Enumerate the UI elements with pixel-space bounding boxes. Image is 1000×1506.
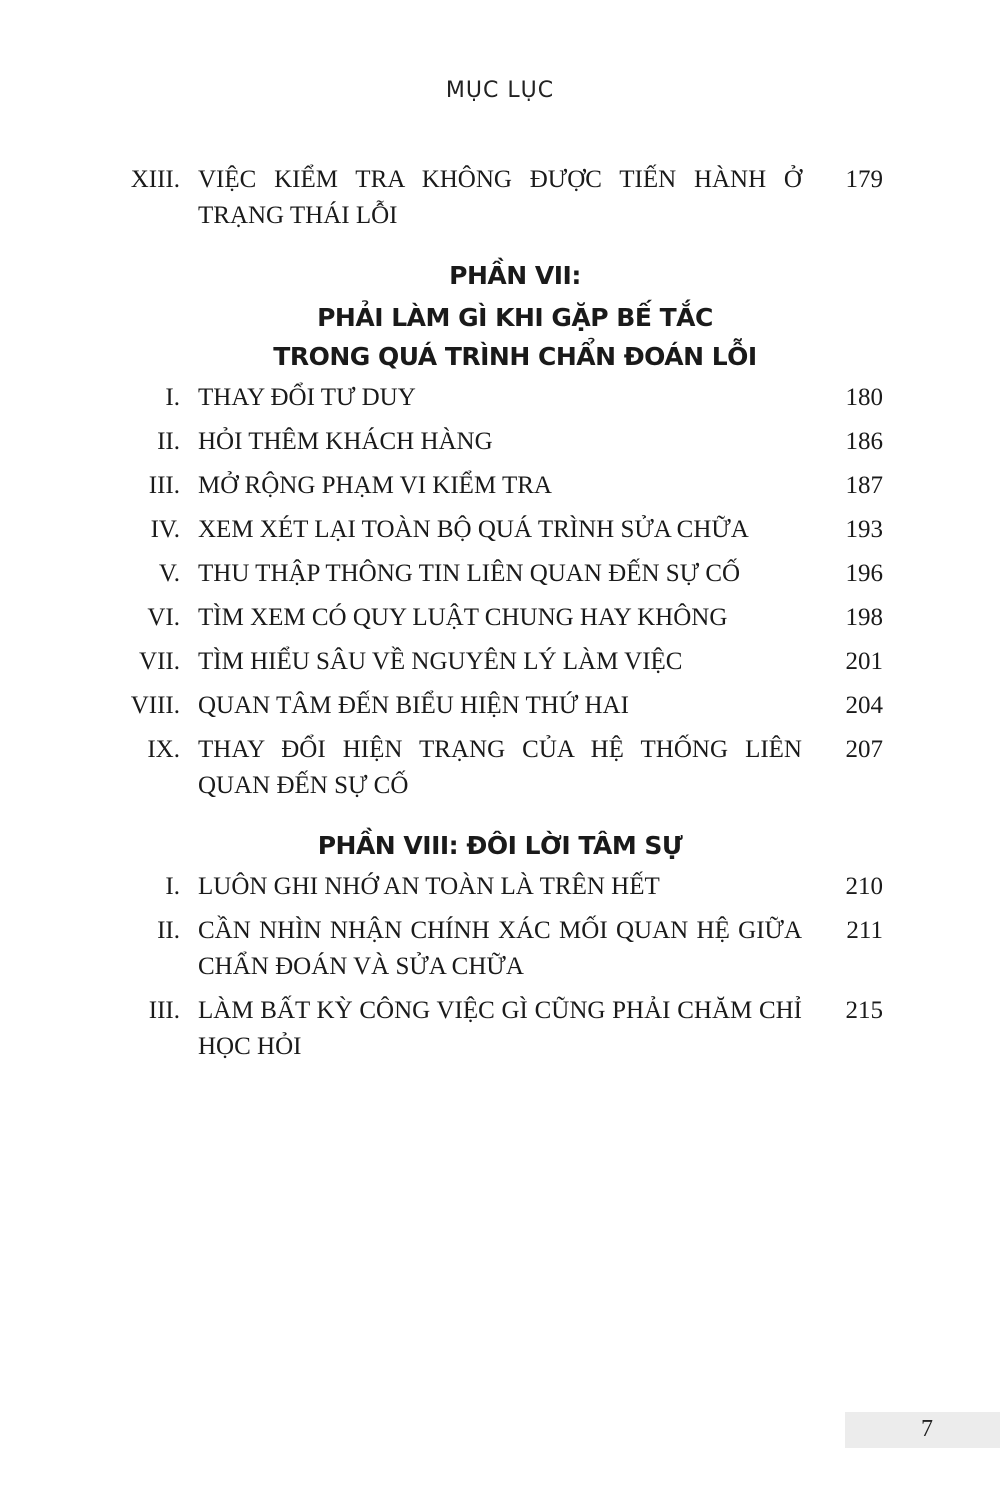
toc-entry-page: 201: [845, 648, 883, 675]
toc-entry-title: LUÔN GHI NHỚ AN TOÀN LÀ TRÊN HẾT: [198, 873, 660, 900]
toc-entry-page: 211: [846, 917, 883, 944]
part-heading: PHẦN VIII: ĐÔI LỜI TÂM SỰ: [317, 831, 683, 860]
toc-entry-number: I.: [165, 384, 180, 411]
toc-entry-number: IX.: [147, 736, 180, 763]
toc-entry: [0, 424, 1000, 460]
toc-entry: [0, 556, 1000, 592]
toc-entry-page: 193: [845, 516, 883, 543]
toc-entry-number: VIII.: [130, 692, 180, 719]
toc-entry: [0, 600, 1000, 636]
toc-entry: [0, 913, 1000, 985]
toc-entry-title: TÌM HIỂU SÂU VỀ NGUYÊN LÝ LÀM VIỆC: [198, 648, 683, 675]
toc-entry: [0, 380, 1000, 416]
toc-entry-number: V.: [158, 560, 180, 587]
running-head: MỤC LỤC: [445, 78, 555, 103]
toc-entry-page: 196: [845, 560, 883, 587]
toc-entry-title: VIỆC KIỂM TRA KHÔNG ĐƯỢC TIẾN HÀNH Ở TRẠNG THÁI LỖI: [198, 166, 802, 229]
toc-entry-page: 204: [845, 692, 883, 719]
toc-entry-number: XIII.: [130, 166, 180, 193]
toc-entry-number: II.: [157, 428, 180, 455]
toc-entry-number: VI.: [147, 604, 180, 631]
toc-entry-number: III.: [148, 997, 180, 1024]
toc-entry-number: II.: [157, 917, 180, 944]
toc-entry-title: TÌM XEM CÓ QUY LUẬT CHUNG HAY KHÔNG: [198, 604, 728, 631]
part-heading-line: TRONG QUÁ TRÌNH CHẨN ĐOÁN LỖI: [273, 342, 757, 371]
toc-entry-page: 198: [845, 604, 883, 631]
toc-entry-title: QUAN TÂM ĐẾN BIỂU HIỆN THỨ HAI: [198, 692, 629, 719]
toc-entry-page: 215: [845, 997, 883, 1024]
toc-entry-page: 187: [845, 472, 883, 499]
part-heading-line: PHẢI LÀM GÌ KHI GẶP BẾ TẮC: [317, 303, 713, 332]
toc-entry-title: THAY ĐỔI HIỆN TRẠNG CỦA HỆ THỐNG LIÊN QUAN ĐẾN SỰ CỐ: [198, 736, 802, 799]
page-number-box: [845, 1412, 1000, 1448]
page-number: 7: [921, 1416, 933, 1442]
toc-entry-title: CẦN NHÌN NHẬN CHÍNH XÁC MỐI QUAN HỆ GIỮA CHẨN ĐOÁN VÀ SỬA CHỮA: [198, 917, 802, 980]
toc-entry-title: MỞ RỘNG PHẠM VI KIỂM TRA: [198, 472, 552, 499]
toc-entry-page: 180: [845, 384, 883, 411]
toc-entry: [0, 162, 1000, 234]
toc-entry-title: HỎI THÊM KHÁCH HÀNG: [198, 428, 493, 455]
toc-entry-page: 186: [845, 428, 883, 455]
toc-entry: [0, 993, 1000, 1065]
toc-entry-number: I.: [165, 873, 180, 900]
toc-entry-number: III.: [148, 472, 180, 499]
toc-entry-title: THAY ĐỔI TƯ DUY: [198, 384, 416, 411]
toc-entry: [0, 512, 1000, 548]
toc-entry-page: 210: [845, 873, 883, 900]
toc-entry-number: VII.: [139, 648, 180, 675]
toc-entry-page: 207: [845, 736, 883, 763]
toc-entry: [0, 869, 1000, 905]
toc-entry: [0, 688, 1000, 724]
toc-entry-title: LÀM BẤT KỲ CÔNG VIỆC GÌ CŨNG PHẢI CHĂM CHỈ HỌC HỎI: [198, 997, 802, 1060]
toc-entry: [0, 732, 1000, 804]
part-heading-line: PHẦN VII:: [449, 261, 581, 290]
part-heading: [0, 256, 1000, 376]
toc-entry-title: THU THẬP THÔNG TIN LIÊN QUAN ĐẾN SỰ CỐ: [198, 560, 741, 587]
toc-entry-page: 179: [845, 166, 883, 193]
toc-entry: [0, 468, 1000, 504]
toc-entry-number: IV.: [150, 516, 180, 543]
toc-entry-title: XEM XÉT LẠI TOÀN BỘ QUÁ TRÌNH SỬA CHỮA: [198, 516, 749, 543]
table-of-contents: [0, 162, 1000, 1065]
toc-entry: [0, 644, 1000, 680]
